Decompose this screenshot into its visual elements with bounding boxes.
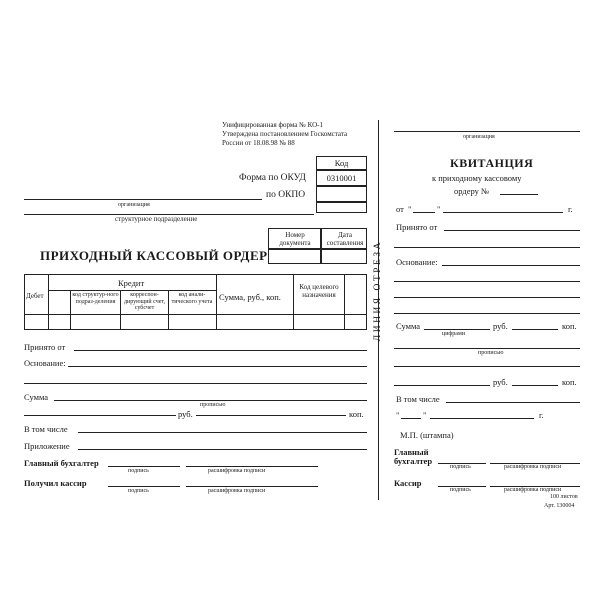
cashier-decoding-caption: расшифровка подписи	[208, 488, 266, 494]
chief-accountant-label: Главный бухгалтер	[24, 458, 99, 468]
extra-code-cell	[316, 202, 367, 213]
receipt-received-from-field[interactable]	[444, 230, 580, 231]
receipt-basis-field-3[interactable]	[394, 297, 580, 298]
receipt-received-from-label: Принято от	[396, 222, 438, 232]
receipt-received-from-field-2[interactable]	[394, 247, 580, 248]
credit-col-subdivision: код структур-ного подраз-деления	[72, 292, 119, 305]
sum-words-field[interactable]	[54, 400, 367, 401]
receipt-kop-field-2[interactable]	[512, 385, 558, 386]
form-unified-label: Унифицированная форма № КО-1	[222, 121, 323, 129]
sum-label: Сумма	[24, 392, 49, 402]
credit-col-account: корреспон-дирующий счет, субсчет	[123, 292, 166, 311]
footer-article: Арт. 130004	[544, 503, 575, 509]
receipt-date-month-field[interactable]	[430, 418, 534, 419]
doc-date-header: Дата составления	[321, 228, 367, 249]
receipt-date-quote-open: "	[396, 410, 400, 420]
receipt-basis-label: Основание:	[396, 257, 438, 267]
receipt-organization-field[interactable]	[394, 131, 580, 132]
amount-header: Сумма, руб., коп.	[219, 292, 281, 302]
doc-number-value[interactable]	[268, 249, 321, 264]
receipt-cashier-label: Кассир	[394, 478, 422, 488]
including-label: В том числе	[24, 424, 68, 434]
form-approved-label: Утверждена постановлением Госкомстата	[222, 130, 348, 138]
code-header-cell: Код	[316, 156, 367, 170]
receipt-rub-label: руб.	[493, 321, 508, 331]
purpose-code-header: Код целевого назначения	[299, 283, 339, 299]
chief-signature-caption: подпись	[128, 468, 149, 474]
rub-label: руб.	[178, 409, 193, 419]
kop-label: коп.	[349, 409, 364, 419]
cashier-received-label: Получил кассир	[24, 478, 87, 488]
subdivision-caption: структурное подразделение	[115, 215, 198, 223]
debit-header: Дебет	[26, 292, 44, 300]
attachment-field[interactable]	[78, 449, 367, 450]
receipt-cashier-signature-caption: подпись	[450, 487, 471, 493]
receipt-sum-words-field-3[interactable]	[394, 385, 490, 386]
credit-col-analytic: код анали-тического учета	[171, 292, 213, 305]
receipt-sum-label: Сумма	[396, 321, 421, 331]
receipt-title: КВИТАНЦИЯ	[450, 156, 534, 170]
receipt-words-caption: прописью	[478, 350, 504, 356]
chief-accountant-signature[interactable]	[108, 466, 180, 467]
receipt-rub-label-2: руб.	[493, 377, 508, 387]
kop-field[interactable]	[196, 415, 346, 416]
receipt-chief-decoding-caption: расшифровка подписи	[504, 464, 562, 470]
receipt-basis-field[interactable]	[442, 265, 580, 266]
basis-label: Основание:	[24, 358, 66, 368]
received-from-label: Принято от	[24, 342, 66, 352]
receipt-kop-label-2: коп.	[562, 377, 577, 387]
receipt-kop-field[interactable]	[512, 329, 558, 330]
receipt-digits-caption: цифрами	[442, 331, 465, 337]
receipt-basis-field-4[interactable]	[394, 313, 580, 314]
received-from-field[interactable]	[74, 350, 367, 351]
receipt-date-quote-close: "	[423, 410, 427, 420]
receipt-month-field[interactable]	[443, 212, 563, 213]
receipt-including-field[interactable]	[446, 402, 580, 403]
receipt-chief-accountant-label-1: Главный	[394, 447, 429, 457]
okpo-code-cell	[316, 186, 367, 202]
doc-date-value[interactable]	[321, 249, 367, 264]
receipt-subtitle-2: ордеру №	[454, 186, 490, 196]
organization-caption: организация	[118, 202, 150, 208]
chief-decoding-caption: расшифровка подписи	[208, 468, 266, 474]
receipt-organization-caption: организация	[463, 134, 495, 140]
receipt-chief-accountant-label-2: бухгалтер	[394, 456, 433, 466]
receipt-sum-digits-field[interactable]	[424, 329, 490, 330]
form-date-label: России от 18.08.98 № 88	[222, 139, 295, 147]
receipt-number-field[interactable]	[500, 194, 538, 195]
receipt-chief-signature-caption: подпись	[450, 464, 471, 470]
sum-words-caption: прописью	[200, 402, 226, 408]
sum-words-field-2[interactable]	[24, 415, 176, 416]
receipt-sum-words-field-2[interactable]	[394, 366, 580, 367]
receipt-quote-open: "	[408, 204, 412, 214]
receipt-date-year-label: г.	[539, 410, 544, 420]
basis-field[interactable]	[68, 366, 367, 367]
basis-field-2[interactable]	[24, 383, 367, 384]
order-title: ПРИХОДНЫЙ КАССОВЫЙ ОРДЕР	[40, 248, 268, 263]
receipt-day-field[interactable]	[413, 212, 435, 213]
receipt-subtitle-1: к приходному кассовому	[432, 173, 522, 183]
okud-label: Форма по ОКУД	[239, 173, 306, 183]
cashier-signature[interactable]	[108, 486, 180, 487]
receipt-stamp-label: М.П. (штампа)	[400, 430, 454, 440]
receipt-including-label: В том числе	[396, 394, 440, 404]
receipt-date-day-field[interactable]	[401, 418, 421, 419]
attachment-label: Приложение	[24, 441, 70, 451]
okpo-label: по ОКПО	[266, 190, 306, 200]
chief-accountant-decoding[interactable]	[186, 466, 318, 467]
receipt-cashier-decoding-caption: расшифровка подписи	[504, 487, 562, 493]
including-field[interactable]	[78, 432, 367, 433]
credit-header: Кредит	[118, 278, 145, 288]
doc-number-header: Номер документа	[268, 228, 321, 249]
okud-code-cell: 0310001	[316, 170, 367, 186]
receipt-quote-close: "	[437, 204, 441, 214]
receipt-basis-field-2[interactable]	[394, 281, 580, 282]
organization-field[interactable]	[24, 199, 262, 200]
cashier-signature-caption: подпись	[128, 488, 149, 494]
cashier-decoding[interactable]	[186, 486, 318, 487]
receipt-date-from: от	[396, 204, 404, 214]
receipt-year-label: г.	[568, 204, 573, 214]
cut-line-label: ЛИНИЯ ОТРЕЗА	[373, 240, 383, 342]
receipt-sum-words-field[interactable]	[394, 348, 580, 349]
receipt-kop-label: коп.	[562, 321, 577, 331]
footer-sheets: 100 листов	[550, 494, 578, 500]
